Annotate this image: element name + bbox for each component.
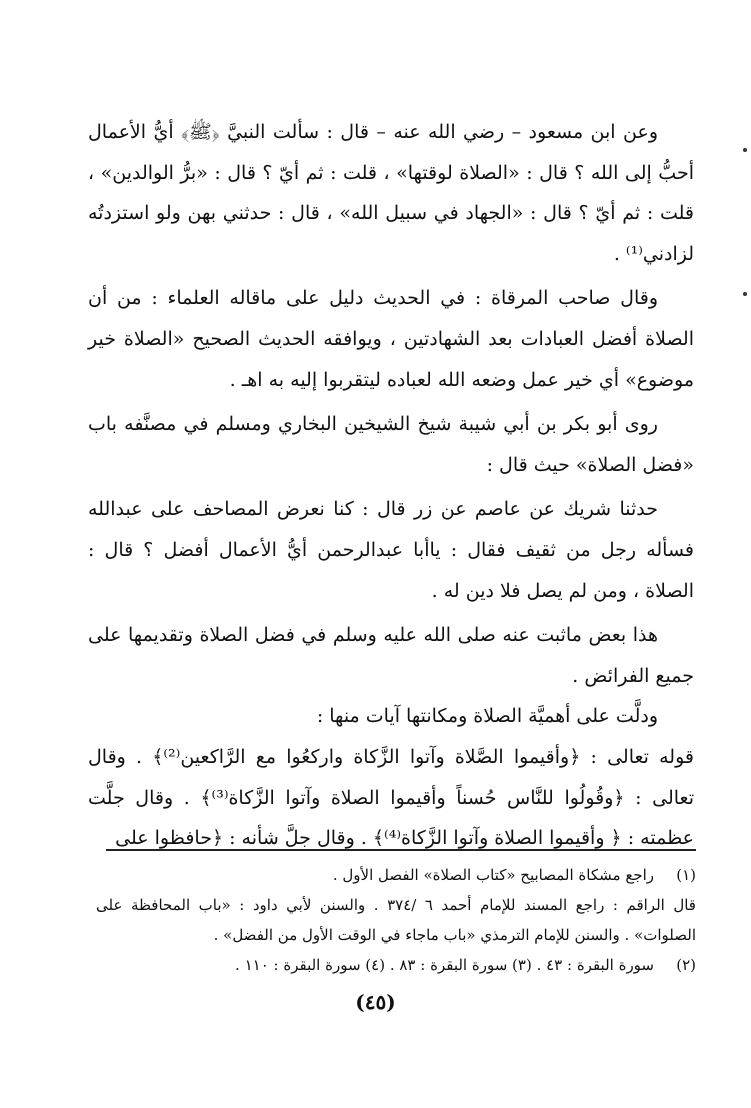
footnote-2-text: سورة البقرة : ٤٣ . (٣) سورة البقرة : ٨٣ . (٤) سورة البقرة : ١١٠ . <box>235 956 654 974</box>
footnote-1-continuation: قال الراقم : راجع المسند للإمام أحمد ٦ /٣٧٤ . والسنن لأبي داود : «باب المحافظة على الصلوات» . والسنن للإمام الترمذي «باب ماجاء في الوقت الأول من الفضل» . <box>96 896 696 944</box>
footnote-separator <box>106 849 696 851</box>
footnote-2-number: (٢) <box>676 956 696 974</box>
footnote-1 <box>96 860 696 890</box>
paragraph-quran-verses: قوله تعالى : ﴿وأقيموا الصَّلاة وآتوا الزَّكاة واركعُوا مع الرَّاكعين⁽²⁾﴾ . وقال تعالى : ﴿وقُولُوا للنَّاس حُسناً وأقيموا الصلاة وآتوا الزَّكاة⁽³⁾﴾ . وقال جلَّت عظمته : ﴿ وأقيموا الصلاة وآتوا الزَّكاة⁽⁴⁾﴾ . وقال جلَّ شأنه : ﴿حافظوا على <box>88 745 694 850</box>
main-text <box>88 112 694 859</box>
paragraph-ibn-masud-hadith: وعن ابن مسعود – رضي الله عنه – قال : سألت النبيَّ ﴿ﷺ﴾ أيُّ الأعمال أحبُّ إلى الله ؟ قال : «الصلاة لوقتها» ، قلت : ثم أيّ ؟ قال : «برُّ الوالدين» ، قلت : ثم أيّ ؟ قال : «الجهاد في سبيل الله» ، قال : حدثني بهن ولو استزدتُه لزادني⁽¹⁾ . <box>88 121 694 265</box>
paragraph-ibn-abi-shaybah: روى أبو بكر بن أبي شيبة شيخ الشيخين البخاري ومسلم في مصنَّفه باب «فضل الصلاة» حيث قال : <box>88 413 694 476</box>
footnote-2 <box>96 950 696 980</box>
paragraph-summary: هذا بعض ماثبت عنه صلى الله عليه وسلم في فضل الصلاة وتقديمها على جميع الفرائض . <box>88 624 694 687</box>
footnote-1-number: (١) <box>676 866 696 884</box>
scan-edge-mark <box>743 148 747 152</box>
paragraph-verses-intro: ودلَّت على أهميَّة الصلاة ومكانتها آيات منها : <box>316 705 658 728</box>
footnotes-section <box>96 860 696 980</box>
scan-edge-mark <box>743 292 747 296</box>
paragraph-mirqat-commentary: وقال صاحب المرقاة : في الحديث دليل على ماقاله العلماء : من أن الصلاة أفضل العبادات بعد الشهادتين ، ويوافقه الحديث الصحيح «الصلاة خير موضوع» أي خير عمل وضعه الله لعباده ليتقربوا إليه به اهـ . <box>88 287 694 391</box>
page-number: (٤٥) <box>355 990 396 1014</box>
footnote-1-text: راجع مشكاة المصابيح «كتاب الصلاة» الفصل الأول . <box>332 866 654 884</box>
paragraph-sharik-narration: حدثنا شريك عن عاصم عن زر قال : كنا نعرض المصاحف على عبدالله فسأله رجل من ثقيف فقال : ياأبا عبدالرحمن أيُّ الأعمال أفضل ؟ قال : الصلاة ، ومن لم يصل فلا دين له . <box>88 498 694 602</box>
